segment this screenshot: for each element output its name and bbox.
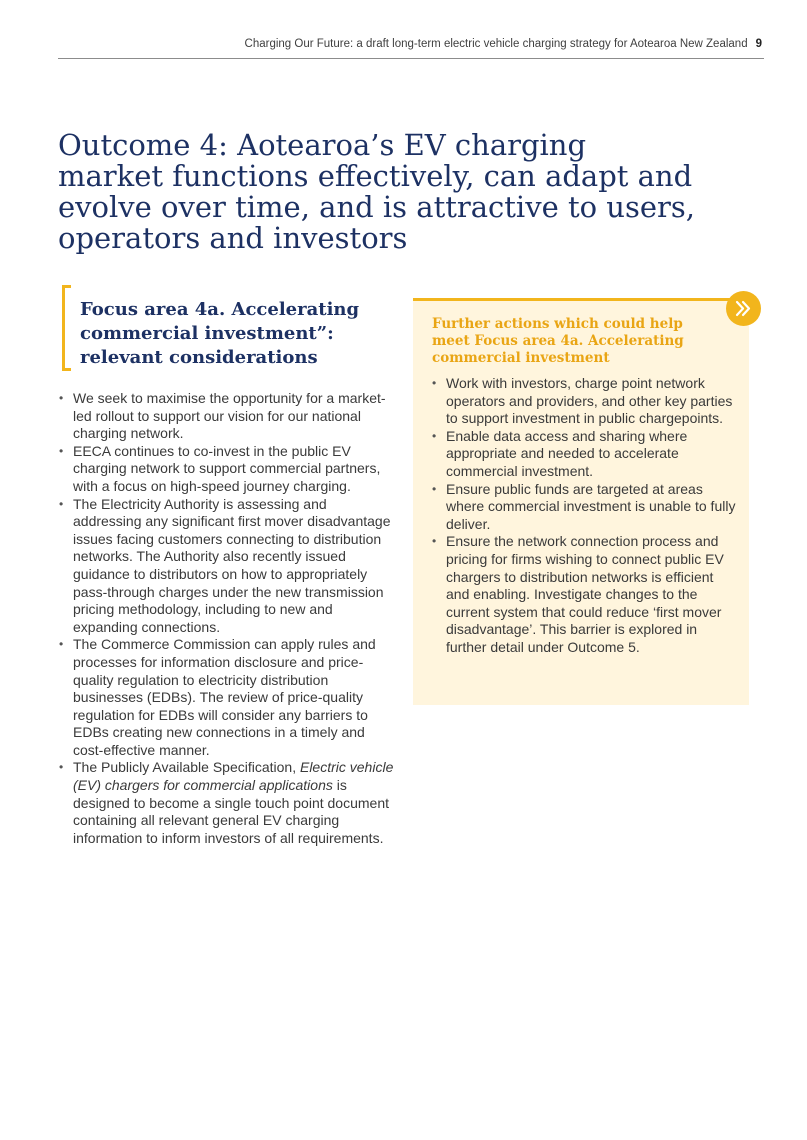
- list-item: • The Electricity Authority is assessing and addressing any significant first mover disadvantage issues facing customers connecting to distribution networks. The Authority also recently issued guidance to distributors on how to appropriately pass-through charges under the new transmission pricing methodology, including to new and expanding connections.: [58, 496, 398, 637]
- outcome-title: Outcome 4: Aotearoa’s EV charging market functions effectively, can adapt and evolve over time, and is attractive to users, operators and investors: [58, 128, 695, 255]
- pas-title: Electric vehicle (EV) chargers for commercial applications: [73, 759, 394, 794]
- list-item: [58, 759, 398, 847]
- running-header: [58, 38, 762, 50]
- pas-prefix: The Publicly Available Specification,: [73, 759, 300, 776]
- list-item: • Work with investors, charge point network operators and providers, and other key parties to support investment in public chargepoints.: [430, 375, 740, 428]
- list-item: • EECA continues to co-invest in the public EV charging network to support commercial partners, with a focus on high-speed journey charging.: [58, 443, 398, 496]
- page-number: 9: [755, 38, 762, 50]
- further-actions-list: [430, 375, 740, 657]
- list-item: • We seek to maximise the opportunity for a market-led rollout to support our vision for our national charging network.: [58, 390, 398, 443]
- pas-suffix: is designed to become a single touch point document containing all relevant general EV charging information to inform investors of all requirements.: [73, 777, 389, 846]
- list-item: • The Commerce Commission can apply rules and processes for information disclosure and price-quality regulation to electricity distribution businesses (EDBs). The review of price-quality regulation for EDBs will consider any barriers to EDBs creating new connections in a timely and cost-effective manner.: [58, 636, 398, 759]
- considerations-list: [58, 390, 398, 847]
- header-divider: [58, 58, 764, 59]
- list-item: • Ensure public funds are targeted at areas where commercial investment is unable to fully deliver.: [430, 481, 740, 534]
- focus-area-title: Focus area 4a. Accelerating commercial investment”: relevant considerations: [80, 299, 360, 368]
- running-title: Charging Our Future: a draft long-term electric vehicle charging strategy for Aotearoa New Zealand: [244, 38, 748, 50]
- list-item: • Enable data access and sharing where appropriate and needed to accelerate commercial investment.: [430, 428, 740, 481]
- double-chevron-right-icon: [726, 291, 761, 326]
- list-item: • Ensure the network connection process and pricing for firms wishing to connect public EV chargers to distribution networks is efficient and enabling. Investigate changes to the current system that could reduce ‘first mover disadvantage’. This barrier is explored in further detail under Outcome 5.: [430, 533, 740, 656]
- callout-title: Further actions which could help meet Focus area 4a. Accelerating commercial investment: [432, 316, 684, 366]
- focus-bracket: [62, 285, 71, 371]
